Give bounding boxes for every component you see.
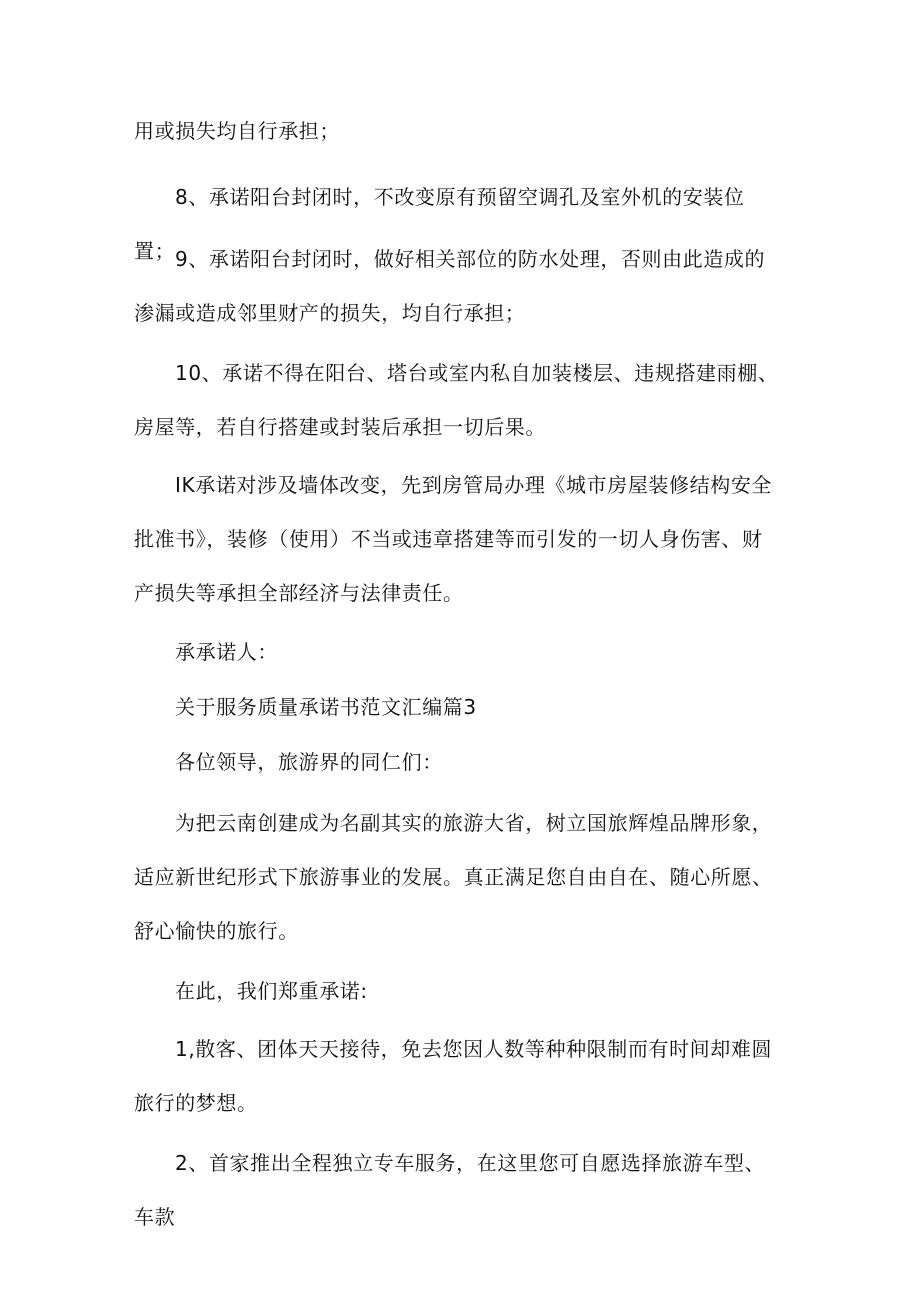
commitment-item-1: 1,散客、团体天天接待，免去您因人数等种种限制而有时间却难圆旅行的梦想。 bbox=[134, 1037, 773, 1115]
paragraph-item-8: 8、承诺阳台封闭时，不改变原有预留空调孔及室外机的安装位置； bbox=[134, 185, 745, 263]
promisor-line: 承承诺人： bbox=[175, 640, 278, 664]
section-heading: 关于服务质量承诺书范文汇编篇3 bbox=[175, 695, 477, 719]
paragraph-item-10: 10、承诺不得在阳台、塔台或室内私自加装楼层、违规搭建雨棚、房屋等，若自行搭建或封装后承担一切后果。 bbox=[134, 361, 779, 439]
paragraph-item-11: IK承诺对涉及墙体改变，先到房管局办理《城市房屋装修结构安全批准书》，装修（使用）不当或违章搭建等而引发的一切人身伤害、财产损失等承担全部经济与法律责任。 bbox=[134, 473, 773, 605]
intro-paragraph: 为把云南创建成为名副其实的旅游大省，树立国旅辉煌品牌形象，适应新世纪形式下旅游事业的发展。真正满足您自由自在、随心所愿、舒心愉快的旅行。 bbox=[134, 811, 773, 943]
commitment-intro: 在此，我们郑重承诺: bbox=[175, 979, 368, 1003]
paragraph-item-9: 9、承诺阳台封闭时，做好相关部位的防水处理，否则由此造成的渗漏或造成邻里财产的损失，均自行承担； bbox=[134, 247, 766, 325]
salutation: 各位领导，旅游界的同仁们： bbox=[175, 750, 443, 774]
paragraph-continuation: 用或损失均自行承担； bbox=[134, 119, 340, 143]
commitment-item-2: 2、首家推出全程独立专车服务，在这里您可自愿选择旅游车型、车款 bbox=[134, 1151, 766, 1229]
